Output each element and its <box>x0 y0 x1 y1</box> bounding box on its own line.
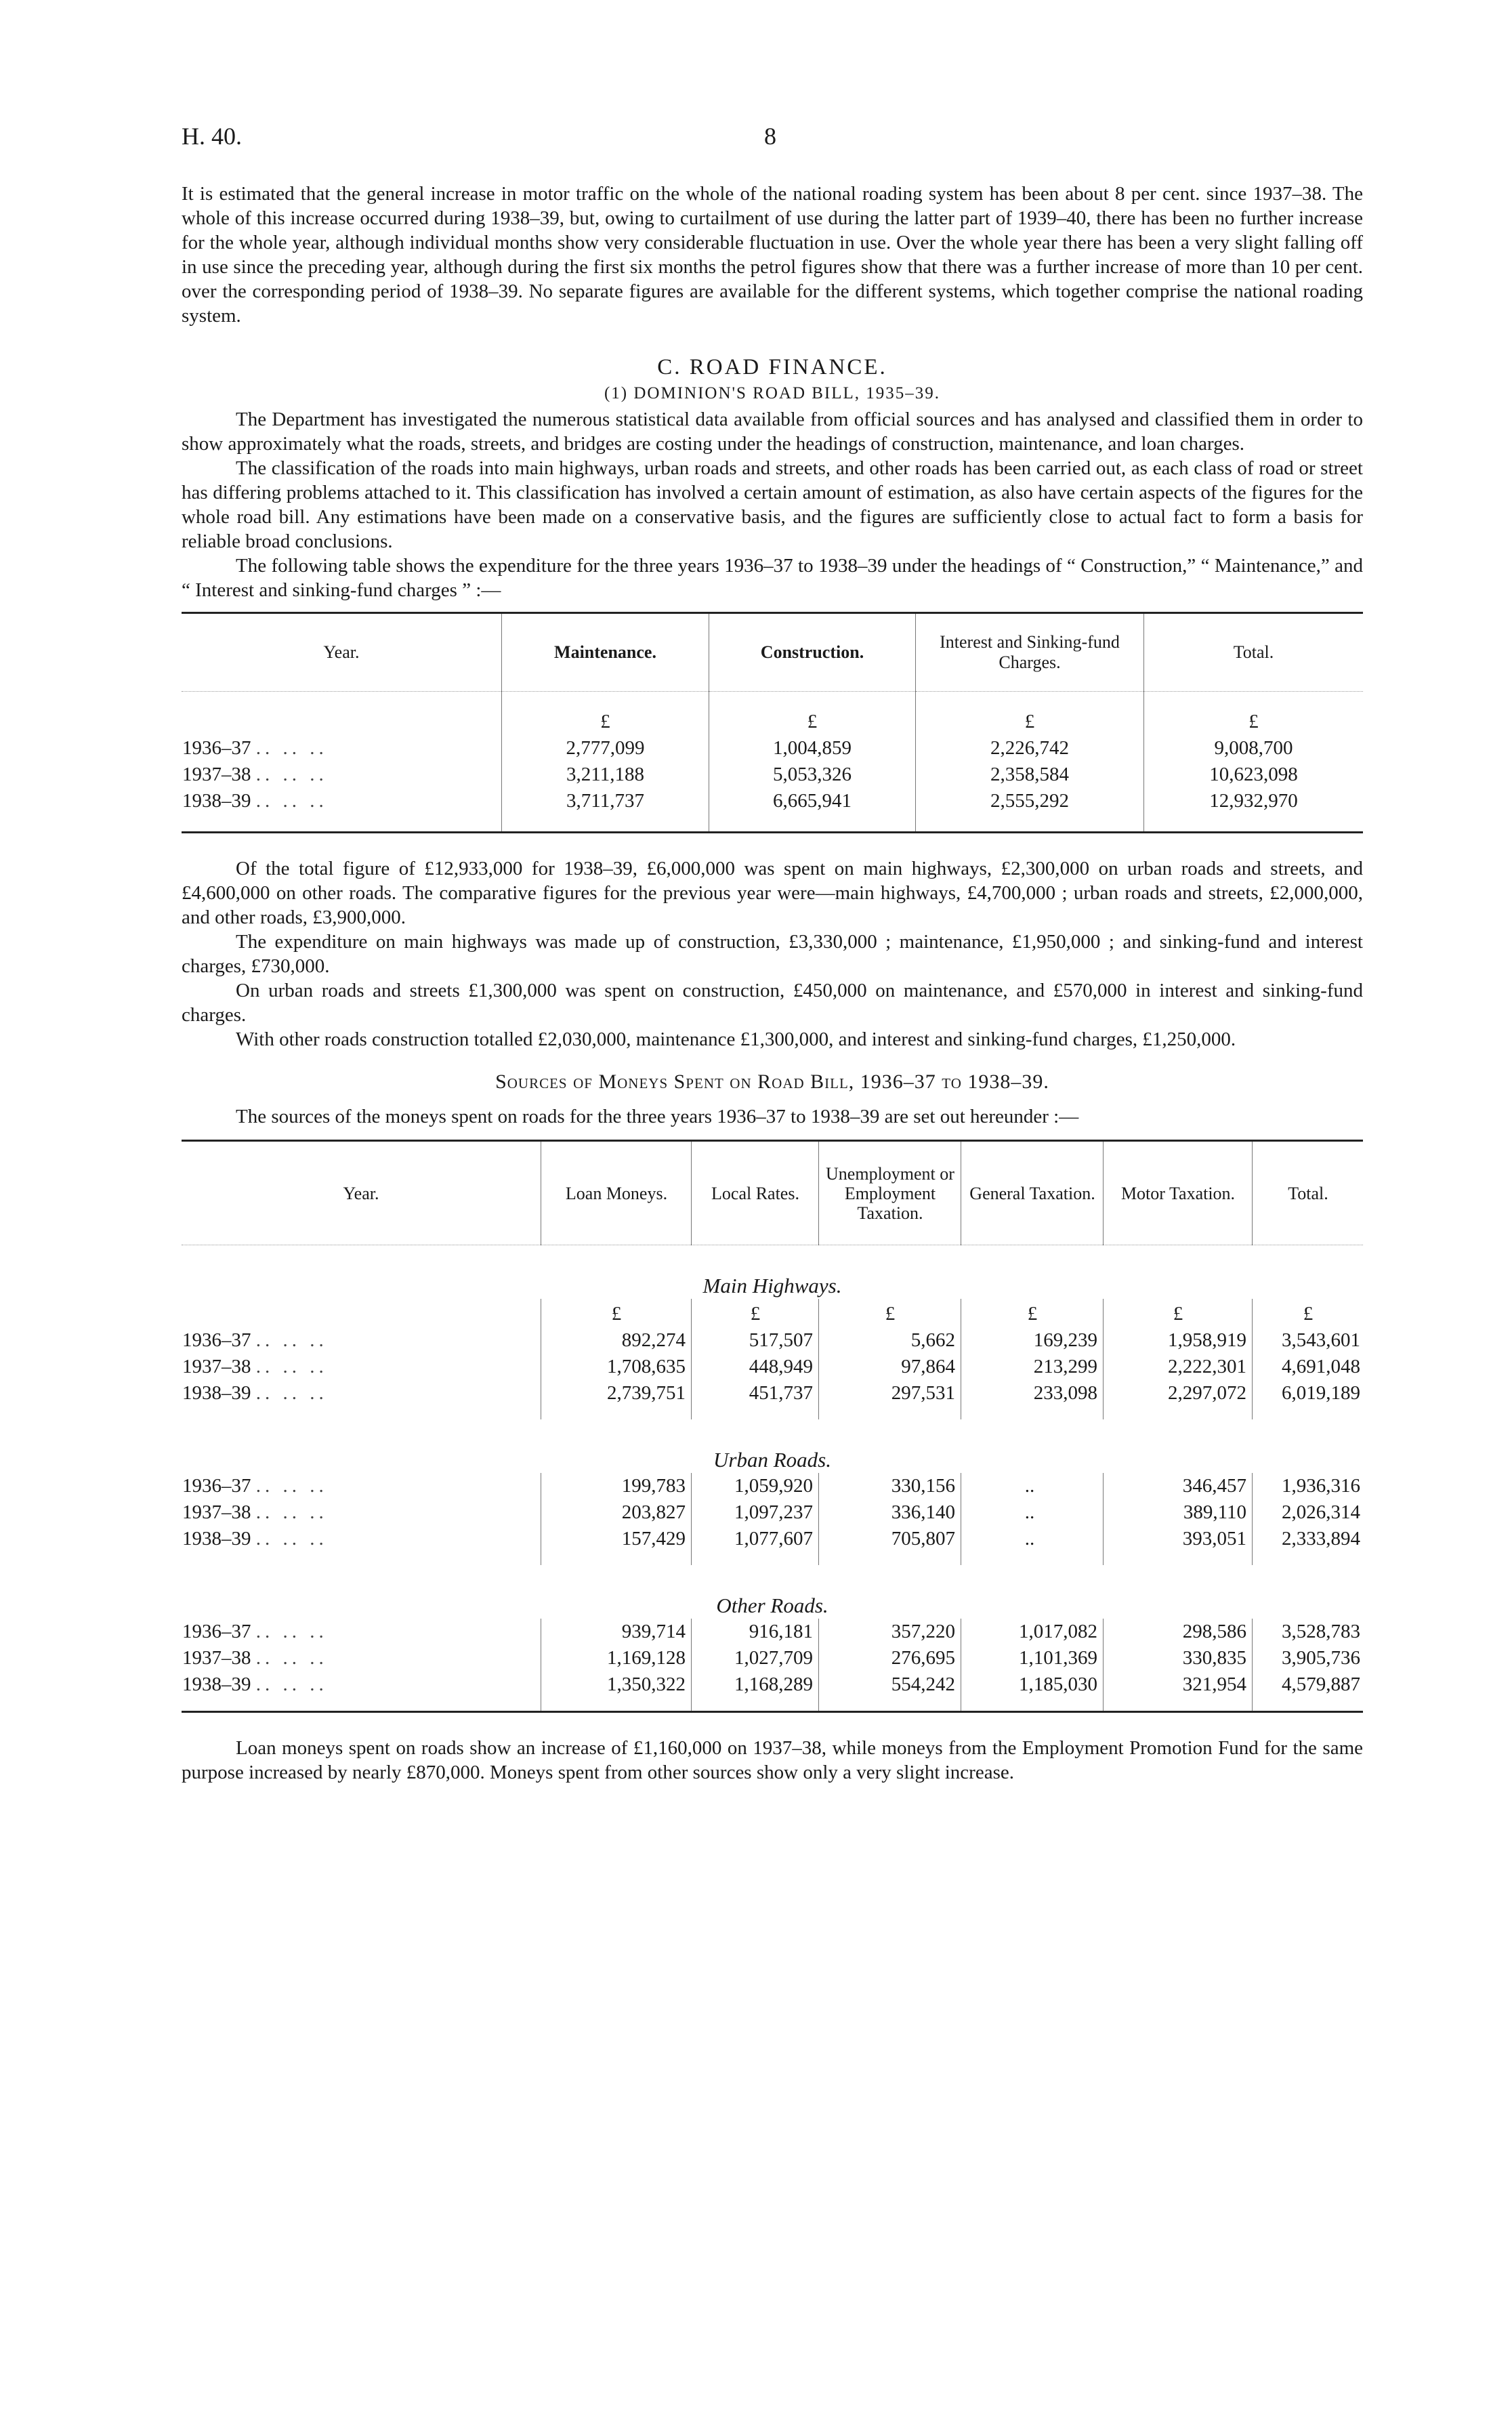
maintenance-cell: 2,777,099 <box>502 735 709 762</box>
body-paragraph: Of the total figure of £12,933,000 for 1938–39, £6,000,000 was spent on main highways, £2,300,000 on urban roads and streets, and £4,600,000 on other roads. The comparative figures for the previous year were—main highways, £4,700,000 ; urban roads and streets, £2,000,000, and other roads, £3,900,000. <box>182 858 1363 928</box>
motor-taxation-cell: 298,586 <box>1104 1619 1253 1645</box>
leader-dots: .. .. .. <box>255 737 328 759</box>
total-cell: 4,691,048 <box>1282 1356 1360 1377</box>
unit-row <box>182 692 1363 736</box>
total-cell: 2,333,894 <box>1282 1528 1360 1550</box>
total-cell: 12,932,970 <box>1209 790 1298 812</box>
motor-taxation-cell: 1,958,919 <box>1104 1327 1253 1354</box>
maintenance-cell: 3,211,188 <box>502 762 709 788</box>
general-taxation-cell: 213,299 <box>961 1354 1104 1380</box>
unit-label: £ <box>1248 711 1259 732</box>
local-rates-cell: 916,181 <box>692 1619 819 1645</box>
local-rates-cell: 451,737 <box>692 1380 819 1419</box>
table-header-row <box>182 613 1363 692</box>
sources-title: Sources of Moneys Spent on Road Bill, 1936–37 to 1938–39. <box>495 1070 1049 1093</box>
leader-dots: .. .. .. <box>255 1475 328 1497</box>
leader-dots: .. .. .. <box>255 1501 328 1523</box>
loan-cell: 157,429 <box>541 1526 692 1565</box>
year-cell: 1936–37 <box>182 1329 251 1351</box>
unemployment-cell: 97,864 <box>819 1354 961 1380</box>
loan-cell: 892,274 <box>541 1327 692 1354</box>
unit-label: £ <box>961 1299 1104 1327</box>
motor-taxation-cell: 321,954 <box>1104 1671 1253 1712</box>
leader-dots: .. .. .. <box>255 1647 328 1669</box>
page-number: 8 <box>764 123 776 150</box>
local-rates-cell: 517,507 <box>692 1327 819 1354</box>
table-row <box>182 762 1363 788</box>
general-taxation-cell: .. <box>961 1526 1104 1565</box>
unit-label: £ <box>502 692 709 736</box>
column-header-construction: Construction. <box>709 613 916 692</box>
intro-paragraph: It is estimated that the general increase in motor traffic on the whole of the national roading system has been about 8 per cent. since 1937–38. The whole of this increase occurred during 1938–39, but, owing to curtailment of use during the latter part of 1939–40, there has been no further increase for the whole year, although individual months show very considerable fluctuation in use. Over the whole year there has been a very slight falling off in use since the preceding year, although during the first six months the petrol figures show that there was a further increase of more than 10 per cent. over the corresponding period of 1938–39. No separate figures are available for the different systems, which together comprise the national roading system. <box>182 183 1363 327</box>
motor-taxation-cell: 330,835 <box>1104 1645 1253 1671</box>
body-paragraph: With other roads construction totalled £2,030,000, maintenance £1,300,000, and interest and sinking-fund charges, £1,250,000. <box>236 1028 1236 1050</box>
total-cell: 3,543,601 <box>1282 1329 1360 1351</box>
year-cell: 1936–37 <box>182 1475 251 1497</box>
maintenance-cell: 3,711,737 <box>502 788 709 833</box>
loan-cell: 1,708,635 <box>541 1354 692 1380</box>
leader-dots: .. .. .. <box>255 1356 328 1377</box>
unit-label: £ <box>1303 1303 1314 1325</box>
interest-cell: 2,555,292 <box>916 788 1144 833</box>
total-cell: 3,528,783 <box>1282 1621 1360 1642</box>
motor-taxation-cell: 389,110 <box>1104 1499 1253 1526</box>
body-paragraph: On urban roads and streets £1,300,000 was spent on construction, £450,000 on maintenance, and £570,000 in interest and sinking-fund charges. <box>182 980 1363 1026</box>
closing-paragraph: Loan moneys spent on roads show an increase of £1,160,000 on 1937–38, while moneys from the Employment Promotion Fund for the same purpose increased by nearly £870,000. Moneys spent from other sources show only a very slight increase. <box>182 1737 1363 1783</box>
unemployment-cell: 330,156 <box>819 1473 961 1499</box>
year-cell: 1938–39 <box>182 1673 251 1695</box>
unit-label: £ <box>709 692 916 736</box>
unit-label: £ <box>1104 1299 1253 1327</box>
table-row <box>182 1380 1363 1419</box>
column-header-general: General Taxation. <box>961 1141 1104 1245</box>
leader-dots: .. .. .. <box>255 1528 328 1550</box>
motor-taxation-cell: 346,457 <box>1104 1473 1253 1499</box>
total-cell: 1,936,316 <box>1282 1475 1360 1497</box>
table-row <box>182 1645 1363 1671</box>
total-cell: 2,026,314 <box>1282 1501 1360 1523</box>
construction-cell: 5,053,326 <box>709 762 916 788</box>
general-taxation-cell: 169,239 <box>961 1327 1104 1354</box>
total-cell: 3,905,736 <box>1282 1647 1360 1669</box>
unemployment-cell: 297,531 <box>819 1380 961 1419</box>
sources-table <box>182 1140 1363 1713</box>
unit-label: £ <box>541 1299 692 1327</box>
unemployment-cell: 276,695 <box>819 1645 961 1671</box>
column-header-total: Total. <box>1288 1183 1328 1203</box>
unit-label: £ <box>819 1299 961 1327</box>
local-rates-cell: 1,077,607 <box>692 1526 819 1565</box>
motor-taxation-cell: 393,051 <box>1104 1526 1253 1565</box>
section-subtitle: (1) DOMINION'S ROAD BILL, 1935–39. <box>604 384 941 402</box>
loan-cell: 199,783 <box>541 1473 692 1499</box>
group-heading: Other Roads. <box>716 1594 828 1617</box>
local-rates-cell: 448,949 <box>692 1354 819 1380</box>
year-cell: 1936–37 <box>182 1621 251 1642</box>
year-cell: 1938–39 <box>182 1528 251 1550</box>
leader-dots: .. .. .. <box>255 790 328 812</box>
column-header-interest: Interest and Sinking-fund Charges. <box>916 613 1144 692</box>
leader-dots: .. .. .. <box>255 1673 328 1695</box>
construction-cell: 1,004,859 <box>709 735 916 762</box>
general-taxation-cell: 1,101,369 <box>961 1645 1104 1671</box>
column-header-year: Year. <box>182 1141 541 1245</box>
column-header-maintenance: Maintenance. <box>502 613 709 692</box>
year-cell: 1937–38 <box>182 1647 251 1669</box>
interest-cell: 2,226,742 <box>916 735 1144 762</box>
year-cell: 1938–39 <box>182 1382 251 1404</box>
column-header-motor: Motor Taxation. <box>1104 1141 1253 1245</box>
loan-cell: 1,169,128 <box>541 1645 692 1671</box>
group-heading: Urban Roads. <box>713 1448 831 1472</box>
table-row <box>182 1354 1363 1380</box>
body-paragraph: The expenditure on main highways was made up of construction, £3,330,000 ; maintenance, £1,950,000 ; and sinking-fund and interest charges, £730,000. <box>182 931 1363 977</box>
table-row <box>182 1499 1363 1526</box>
year-cell: 1936–37 <box>182 737 251 759</box>
table-row <box>182 1619 1363 1645</box>
section-paragraph: The following table shows the expenditure for the three years 1936–37 to 1938–39 under the headings of “ Construction,” “ Maintenance,” and “ Interest and sinking-fund charges ” :— <box>182 555 1363 601</box>
column-header-total: Total. <box>1233 642 1274 662</box>
interest-cell: 2,358,584 <box>916 762 1144 788</box>
year-cell: 1937–38 <box>182 764 251 785</box>
table-row <box>182 1671 1363 1712</box>
total-cell: 6,019,189 <box>1282 1382 1360 1404</box>
construction-cell: 6,665,941 <box>709 788 916 833</box>
total-cell: 10,623,098 <box>1209 764 1298 785</box>
leader-dots: .. .. .. <box>255 1329 328 1351</box>
general-taxation-cell: 1,017,082 <box>961 1619 1104 1645</box>
loan-cell: 1,350,322 <box>541 1671 692 1712</box>
document-reference: H. 40. <box>182 123 242 150</box>
local-rates-cell: 1,097,237 <box>692 1499 819 1526</box>
unit-label: £ <box>692 1299 819 1327</box>
section-paragraph: The classification of the roads into main highways, urban roads and streets, and other roads has been carried out, as each class of road or street has differing problems attached to it. This classification has involved a certain amount of estimation, as also have certain aspects of the figures for the whole road bill. Any estimations have been made on a conservative basis, and the figures are sufficiently close to actual fact to form a basis for reliable broad conclusions. <box>182 457 1363 552</box>
sources-intro: The sources of the moneys spent on roads for the three years 1936–37 to 1938–39 are set out hereunder :— <box>236 1106 1079 1127</box>
unemployment-cell: 5,662 <box>819 1327 961 1354</box>
general-taxation-cell: .. <box>961 1473 1104 1499</box>
section-title: C. ROAD FINANCE. <box>657 355 887 379</box>
loan-cell: 203,827 <box>541 1499 692 1526</box>
year-cell: 1938–39 <box>182 790 251 812</box>
total-cell: 4,579,887 <box>1282 1673 1360 1695</box>
unemployment-cell: 336,140 <box>819 1499 961 1526</box>
general-taxation-cell: 233,098 <box>961 1380 1104 1419</box>
column-header-loan: Loan Moneys. <box>541 1141 692 1245</box>
unemployment-cell: 357,220 <box>819 1619 961 1645</box>
group-row <box>182 1245 1363 1299</box>
leader-dots: .. .. .. <box>255 1382 328 1404</box>
motor-taxation-cell: 2,222,301 <box>1104 1354 1253 1380</box>
document-page <box>182 122 1363 1785</box>
unit-label: £ <box>916 692 1144 736</box>
motor-taxation-cell: 2,297,072 <box>1104 1380 1253 1419</box>
loan-cell: 939,714 <box>541 1619 692 1645</box>
year-cell: 1937–38 <box>182 1501 251 1523</box>
general-taxation-cell: 1,185,030 <box>961 1671 1104 1712</box>
unit-row <box>182 1299 1363 1327</box>
local-rates-cell: 1,027,709 <box>692 1645 819 1671</box>
table-header-row <box>182 1141 1363 1245</box>
column-header-year: Year. <box>182 613 502 692</box>
local-rates-cell: 1,168,289 <box>692 1671 819 1712</box>
year-cell: 1937–38 <box>182 1356 251 1377</box>
group-heading: Main Highways. <box>702 1274 842 1297</box>
section-paragraph: The Department has investigated the numerous statistical data available from official sources and has analysed and classified them in order to show approximately what the roads, streets, and bridges are costing under the headings of construction, maintenance, and loan charges. <box>182 409 1363 455</box>
loan-cell: 2,739,751 <box>541 1380 692 1419</box>
table-row <box>182 1473 1363 1499</box>
local-rates-cell: 1,059,920 <box>692 1473 819 1499</box>
group-row <box>182 1419 1363 1473</box>
page-header <box>182 122 1363 163</box>
group-row <box>182 1565 1363 1619</box>
leader-dots: .. .. .. <box>255 764 328 785</box>
column-header-unemployment: Unemployment or Employment Taxation. <box>819 1141 961 1245</box>
unemployment-cell: 705,807 <box>819 1526 961 1565</box>
table-row <box>182 1526 1363 1565</box>
total-cell: 9,008,700 <box>1214 737 1293 759</box>
leader-dots: .. .. .. <box>255 1621 328 1642</box>
table-row <box>182 1327 1363 1354</box>
table-row <box>182 788 1363 833</box>
unemployment-cell: 554,242 <box>819 1671 961 1712</box>
road-bill-table <box>182 612 1363 833</box>
column-header-local: Local Rates. <box>692 1141 819 1245</box>
general-taxation-cell: .. <box>961 1499 1104 1526</box>
table-row <box>182 735 1363 762</box>
